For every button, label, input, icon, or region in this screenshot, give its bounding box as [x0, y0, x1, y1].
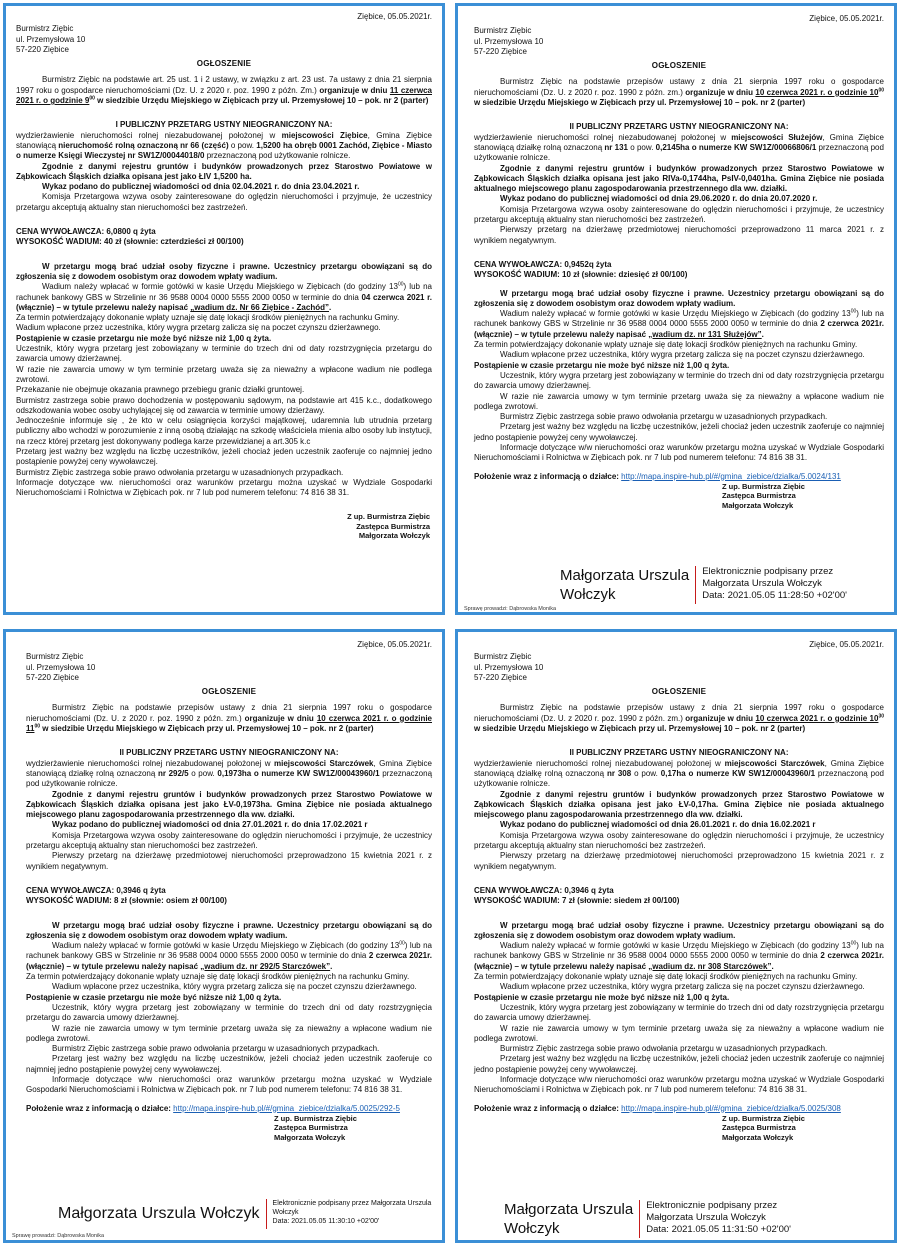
starting-price: CENA WYWOŁAWCZA: 0,3946 q żyta [26, 885, 166, 895]
sender-address [474, 26, 884, 57]
starting-price: CENA WYWOŁAWCZA: 0,9452q żyta [474, 259, 612, 269]
terms-line: Informacje dotyczące w/w nieruchomości oraz warunków przetargu można uzyskać w Wydziale Gospodarki Nieruchomościami i Rolnictwa w Ziębicach pok. nr 7 lub pod numerem telefonu: 74 816 38 31. [474, 442, 884, 463]
esign-name: Małgorzata Urszula Wołczyk [504, 1201, 634, 1237]
intro-paragraph: Burmistrz Ziębic na podstawie przepisów ustawy z dnia 21 sierpnia 1997 roku o gospodarce nieruchomościami (Dz. U. z 2020 r. poz. 1990 z późn. zm.) organizuje w dniu 10 czerwca 2021 r. o godzinie $11^{00}$ w siedzibie Urzędu Miejskiego w Ziębicach przy ul. Przemysłowej 10 – pok. nr 2 (parter) [26, 703, 432, 734]
document-date: Ziębice, 05.05.2021r. [809, 640, 884, 649]
address-line: ul. Przemysłowa 10 [16, 34, 86, 44]
signature-line: Małgorzata Wołczyk [722, 1132, 794, 1142]
esign-name: Małgorzata Urszula Wołczyk [58, 1205, 260, 1222]
signature-line: Z up. Burmistrza Ziębic [274, 1113, 357, 1123]
terms-line: Burmistrz Ziębic zastrzega sobie prawo odwołania przetargu w uzasadnionych przypadkach. [500, 1044, 828, 1054]
terms-line: Przetarg jest ważny bez względu na liczbę uczestników, jeżeli chociaż jeden uczestnik zaoferuje co najmniej jedno postąpienie powyżej ceny wywoławczej. [474, 1054, 884, 1074]
commission-paragraph: Komisja Przetargowa wzywa osoby zainteresowane do oględzin nieruchomości i przyjmuje, że uczestnicy przetargu akceptują aktualny stan nieruchomości bez zastrzeżeń. [16, 192, 432, 212]
starting-price: CENA WYWOŁAWCZA: 0,3946 q żyta [474, 885, 614, 895]
signature-block [16, 512, 432, 541]
terms-line: Za termin potwierdzający dokonanie wpłaty uznaje się datę lokacji środków pieniężnych na rachunku Gminy. [16, 313, 400, 323]
registry-paragraph: Zgodnie z danymi rejestru gruntów i budynków prowadzonych przez Starostwo Powiatowe w Ząbkowicach Śląskich działka opisana jest jako ŁV-0,1973ha. Gmina Ziębice nie posiada aktualnego miejscowego planu zagospodarowania przestrzennego dla ww. działki. [26, 789, 432, 820]
esign-divider [266, 1199, 267, 1229]
esign-divider [695, 566, 696, 604]
participants-paragraph: W przetargu mogą brać udział osoby fizyczne i prawne. Uczestnicy przetargu obowiązani są do zgłoszenia się z dowodem osobistym oraz dowodem wpłaty wadium. [474, 288, 884, 308]
section-title: II PUBLICZNY PRZETARG USTNY NIEOGRANICZONY NA: [119, 748, 339, 758]
document-date: Ziębice, 05.05.2021r. [357, 12, 432, 21]
prepared-by: Sprawę prowadzi: Dąbrowska Monika [464, 606, 557, 612]
terms-line: Za termin potwierdzający dokonanie wpłaty uznaje się datę lokacji środków pieniężnych na rachunku Gminy. [474, 972, 858, 982]
terms-line: Burmistrz Ziębic zastrzega sobie prawo odwołania przetargu w uzasadnionych przypadkach. [16, 467, 344, 477]
starting-price: CENA WYWOŁAWCZA: 6,0800 q żyta [16, 227, 156, 237]
first-auction-paragraph: Pierwszy przetarg na dzierżawę przedmiotowej nieruchomości przeprowadzono 15 kwietnia 2021 r. z wynikiem negatywnym. [474, 851, 884, 871]
document-date: Ziębice, 05.05.2021r. [809, 14, 884, 23]
terms-line: Wadium wpłacone przez uczestnika, który wygra przetarg zalicza się na poczet czynszu dzierżawnego. [500, 350, 865, 360]
terms-line: Wadium wpłacone przez uczestnika, który wygra przetarg zalicza się na poczet czynszu dzierżawnego. [16, 323, 381, 333]
signature-line: Z up. Burmistrza Ziębic [347, 512, 430, 522]
signature-line: Małgorzata Wołczyk [358, 531, 430, 541]
announcement-panel-1 [3, 3, 445, 615]
payment-paragraph: Wadium należy wpłacać w formie gotówki w kasie Urzędu Miejskiego w Ziębicach (do godziny $13^{00}$) lub na rachunek bankowy GBS w Strzelinie nr 36 9588 0004 0000 5555 2000 0050 w terminie do dnia 2 czerwca 2021r. (włącznie) – w tytule przelewu należy napisać „wadium dz. nr 131 Służejów”. [474, 308, 885, 339]
address-line: ul. Przemysłowa 10 [474, 662, 544, 672]
property-description: wydzierżawienie nieruchomości rolnej niezabudowanej położonej w miejscowości Ziębice, Gmina Ziębice stanowiącą nieruchomość rolną oznaczoną nr 66 (część) o pow. 1,5200 ha obręb 0001 Zachód, Ziębice - Miasto o numerze Księgi Wieczystej nr SW1Z/00044018/0 przeznaczoną pod użytkowanie rolnicze. [16, 130, 433, 161]
esign-details: Elektronicznie podpisany przez Małgorzata Urszula Wołczyk Data: 2021.05.05 11:28:50 +02'00' [702, 566, 847, 601]
min-step-line: Postąpienie w czasie przetargu nie może być niższe niż 1,00 q żyta. [474, 992, 730, 1002]
terms-line: W razie nie zawarcia umowy w tym terminie przetarg uważa się za nieważny a wpłacone wadium nie podlega zwrotowi. [26, 1023, 432, 1043]
address-line: 57-220 Ziębice [474, 672, 527, 682]
address-line: ul. Przemysłowa 10 [26, 662, 96, 672]
document-heading: OGŁOSZENIE [651, 61, 707, 71]
signature-line: Zastępca Burmistrza [356, 521, 430, 531]
intro-paragraph: Burmistrz Ziębic na podstawie przepisów ustawy z dnia 21 sierpnia 1997 roku o gospodarce nieruchomościami (Dz. U. z 2020 r. poz. 1990 z późn. zm.) organizuje w dniu 10 czerwca 2021 r. o godzinie $10^{30}$ w siedzibie Urzędu Miejskiego w Ziębicach przy ul. Przemysłowej 10 – pok. nr 2 (parter) [474, 703, 884, 734]
sender-address [474, 652, 884, 683]
terms-line: Jednocześnie informuje się , że kto w celu osiągnięcia korzyści majątkowej, udaremnia lub utrudnia przetarg publiczny albo wchodzi w porozumienie z inną osobą działając na szkodę właściciela mienia albo osoby lub instytucji, na rzecz której przetarg jest dokonywany podlega karze przewidzianej a art.305 k.c [16, 416, 432, 446]
address-line: Burmistrz Ziębic [474, 26, 532, 36]
terms-line: Za termin potwierdzający dokonanie wpłaty uznaje się datę lokacji środków pieniężnych na rachunku Gminy. [26, 972, 410, 982]
electronic-signature [560, 566, 847, 604]
published-paragraph: Wykaz podano do publicznej wiadomości od dnia 29.06.2020 r. do dnia 20.07.2020 r. [500, 194, 818, 204]
min-step-line: Postąpienie w czasie przetargu nie może być niższe niż 1,00 q żyta. [474, 360, 730, 370]
section-title: I PUBLICZNY PRZETARG USTNY NIEOGRANICZONY NA: [115, 120, 333, 130]
location-info: Położenie wraz z informacją o działce: http://mapa.inspire-hub.pl/#/gmina_ziebice/dzialka/5.0025/308 [474, 1103, 841, 1113]
address-line: 57-220 Ziębice [26, 672, 79, 682]
address-line: 57-220 Ziębice [16, 44, 69, 54]
commission-paragraph: Komisja Przetargowa wzywa osoby zainteresowane do oględzin nieruchomości i przyjmuje, że uczestnicy przetargu akceptują aktualny stan nieruchomości bez zastrzeżeń. [474, 204, 884, 225]
terms-line: Przetarg jest ważny bez względu na liczbę uczestników, jeżeli chociaż jeden uczestnik zaoferuje co najmniej jedno postąpienie powyżej ceny wywoławczej. [16, 446, 432, 467]
payment-paragraph: Wadium należy wpłacać w formie gotówki w kasie Urzędu Miejskiego w Ziębicach (do godziny $13^{00}$) lub na rachunek bankowy GBS w Strzelinie nr 36 9588 0004 0000 5555 2000 0050 w terminie do dnia 2 czerwca 2021r. (włącznie) – w tytule przelewu należy napisać „wadium dz. nr 292/5 Starczówek”. [26, 940, 432, 971]
signature-block [274, 1114, 432, 1143]
address-line: 57-220 Ziębice [474, 46, 527, 56]
terms-line: W razie nie zawarcia umowy w tym terminie przetarg uważa się za nieważny a wpłacone wadium nie podlega zwrotowi. [474, 391, 884, 411]
location-info: Położenie wraz z informacją o działce: http://mapa.inspire-hub.pl/#/gmina_ziebice/dzialka/5.0025/292-5 [26, 1103, 400, 1113]
participants-paragraph: W przetargu mogą brać udział osoby fizyczne i prawne. Uczestnicy przetargu obowiązani są do zgłoszenia się z dowodem osobistym oraz dowodem wpłaty wadium. [16, 261, 432, 281]
signature-line: Zastępca Burmistrza [722, 491, 796, 501]
property-description: wydzierżawienie nieruchomości rolnej niezabudowanej położonej w miejscowości Starczówek, Gmina Ziębice stanowiącą działkę rolną oznaczoną nr 292/5 o pow. 0,1973ha o numerze KW SW1Z/00043960/1 przeznaczoną pod użytkowanie rolnicze. [26, 758, 433, 789]
deposit-amount: WYSOKOŚĆ WADIUM: 40 zł (słownie: czterdzieści zł 00/100) [16, 237, 244, 247]
terms-line: W razie nie zawarcia umowy w tym terminie przetarg uważa się za nieważny a wpłacone wadium nie podlega zwrotowi. [474, 1023, 884, 1043]
terms-line: Przetarg jest ważny bez względu na liczbę uczestników, jeżeli chociaż jeden uczestnik zaoferuje co najmniej jedno postąpienie powyżej ceny wywoławczej. [26, 1054, 432, 1074]
payment-paragraph: Wadium należy wpłacać w formie gotówki w kasie Urzędu Miejskiego w Ziębicach (do godziny $13^{00}$) lub na rachunek bankowy GBS w Strzelinie nr 36 9588 0004 0000 5555 2000 0050 w terminie do dnia 2 czerwca 2021r. (włącznie) – w tytule przelewu należy napisać „wadium dz. nr 308 Starczówek”. [474, 940, 885, 971]
address-line: Burmistrz Ziębic [474, 652, 532, 662]
document-heading: OGŁOSZENIE [201, 687, 257, 697]
esign-divider [639, 1200, 640, 1238]
commission-paragraph: Komisja Przetargowa wzywa osoby zainteresowane do oględzin nieruchomości i przyjmuje, że uczestnicy przetargu akceptują aktualny stan nieruchomości bez zastrzeżeń. [474, 830, 884, 851]
property-description: wydzierżawienie nieruchomości rolnej niezabudowanej położonej w miejscowości Starczówek, Gmina Ziębice stanowiącą działkę rolną oznaczoną nr 308 o pow. 0,17ha o numerze KW SW1Z/00043960/1 przeznaczoną pod użytkowanie rolnicze. [474, 758, 884, 789]
signature-line: Z up. Burmistrza Ziębic [722, 1113, 805, 1123]
address-line: Burmistrz Ziębic [26, 652, 84, 662]
esign-details: Elektronicznie podpisany przez Małgorzata Urszula Wołczyk Data: 2021.05.05 11:31:50 +02'00' [646, 1200, 791, 1235]
terms-line: Przetarg jest ważny bez względu na liczbę uczestników, jeżeli chociaż jeden uczestnik zaoferuje co najmniej jedno postąpienie powyżej ceny wywoławczej. [474, 422, 884, 442]
announcement-panel-3 [3, 629, 445, 1243]
terms-line: Informacje dotyczące ww. nieruchomości oraz warunków przetargu można uzyskać w Wydziale Gospodarki Nieruchomościami i Rolnictwa w Ziębicach pok. nr 7 lub pod numerem telefonu: 74 816 38 31. [16, 477, 432, 498]
first-auction-paragraph: Pierwszy przetarg na dzierżawę przedmiotowej nieruchomości przeprowadzono 11 marca 2021 r. z wynikiem negatywnym. [474, 225, 884, 245]
sender-address [16, 24, 432, 55]
terms-line: Wadium wpłacone przez uczestnika, który wygra przetarg zalicza się na poczet czynszu dzierżawnego. [500, 982, 865, 992]
address-line: ul. Przemysłowa 10 [474, 36, 544, 46]
signature-line: Małgorzata Wołczyk [722, 500, 794, 510]
map-link[interactable]: http://mapa.inspire-hub.pl/#/gmina_ziebice/dzialka/5.0024/131 [621, 471, 841, 481]
min-step-line: Postąpienie w czasie przetargu nie może być niższe niż 1,00 q żyta. [16, 333, 272, 343]
signature-line: Zastępca Burmistrza [722, 1123, 796, 1133]
map-link[interactable]: http://mapa.inspire-hub.pl/#/gmina_ziebice/dzialka/5.0025/308 [621, 1103, 841, 1113]
published-paragraph: Wykaz podano do publicznej wiadomości od dnia 26.01.2021 r. do dnia 16.02.2021 r [500, 820, 816, 830]
terms-line: Burmistrz zastrzega sobie prawo dochodzenia w postępowaniu sądowym, na podstawie art 415 k.c., dodatkowego odszkodowania wobec osoby uchylającej się od zawarcia w terminie umowy dzierżawy. [16, 395, 432, 415]
registry-paragraph: Zgodnie z danymi rejestru gruntów i budynków prowadzonych przez Starostwo Powiatowe w Ząbkowicach Śląskich działka opisana jest jako ŁIV 1,5200 ha. [16, 161, 432, 181]
address-line: Burmistrz Ziębic [16, 24, 74, 34]
signature-line: Z up. Burmistrza Ziębic [722, 481, 805, 491]
terms-line: Uczestnik, który wygra przetarg jest zobowiązany w terminie do trzech dni od daty rozstrzygnięcia przetargu do zawarcia umowy dzierżawnej. [474, 1002, 884, 1023]
terms-line: Uczestnik, który wygra przetarg jest zobowiązany w terminie do trzech dni od daty rozstrzygnięcia przetargu do zawarcia umowy dzierżawnej. [474, 370, 884, 391]
participants-paragraph: W przetargu mogą brać udział osoby fizyczne i prawne. Uczestnicy przetargu obowiązani są do zgłoszenia się z dowodem osobistym oraz dowodem wpłaty wadium. [474, 920, 884, 940]
signature-line: Małgorzata Wołczyk [274, 1132, 346, 1142]
section-title: II PUBLICZNY PRZETARG USTNY NIEOGRANICZONY NA: [569, 748, 789, 758]
published-paragraph: Wykaz podano do publicznej wiadomości od dnia 27.01.2021 r. do dnia 17.02.2021 r [52, 820, 368, 830]
announcement-panel-4 [455, 629, 897, 1243]
registry-paragraph: Zgodnie z danymi rejestru gruntów i budynków prowadzonych przez Starostwo Powiatowe w Ząbkowicach Śląskich działka opisana jest jako RIVa-0,1744ha, PsIV-0,0401ha. Gmina Ziębice nie posiada aktualnego miejscowego planu zagospodarowania przestrzennego dla ww. działki. [474, 163, 884, 194]
intro-paragraph: Burmistrz Ziębic na podstawie art. 25 ust. 1 i 2 ustawy, w związku z art. 23 ust. 7a ustawy z dnia 21 sierpnia 1997 roku o gospodarce nieruchomościami (Dz. U. z 2020 r. poz. 1990 z późn. Zm.) organizuje w dniu 11 czerwca 2021 r. o godzinie $9^{00}$ w siedzibie Urzędu Miejskiego w Ziębicach przy ul. Przemysłowej 10 – pok. nr 2 (parter) [16, 75, 432, 106]
intro-paragraph: Burmistrz Ziębic na podstawie przepisów ustawy z dnia 21 sierpnia 1997 roku o gospodarce nieruchomościami (Dz. U. z 2020 r. poz. 1990 z późn. zm.) organizuje w dniu 10 czerwca 2021 r. o godzinie $10^{00}$ w siedzibie Urzędu Miejskiego w Ziębicach przy ul. Przemysłowej 10 – pok. nr 2 (parter) [474, 77, 884, 108]
esign-name: Małgorzata Urszula Wołczyk [560, 567, 690, 603]
property-description: wydzierżawienie nieruchomości rolnej niezabudowanej położonej w miejscowości Służejów, Gmina Ziębice stanowiącą działkę rolną oznaczoną nr 131 o pow. 0,2145ha o numerze KW SW1Z/00066806/1 przeznaczoną pod użytkowanie rolnicze. [474, 132, 884, 163]
prepared-by: Sprawę prowadzi: Dąbrowska Monika [12, 1233, 105, 1239]
signature-block [722, 1114, 884, 1143]
terms-line: Wadium wpłacone przez uczestnika, który wygra przetarg zalicza się na poczet czynszu dzierżawnego. [52, 982, 417, 992]
map-link[interactable]: http://mapa.inspire-hub.pl/#/gmina_ziebice/dzialka/5.0025/292-5 [173, 1103, 400, 1113]
min-step-line: Postąpienie w czasie przetargu nie może być niższe niż 1,00 q żyta. [26, 992, 282, 1002]
first-auction-paragraph: Pierwszy przetarg na dzierżawę przedmiotowej nieruchomości przeprowadzono 15 kwietnia 2021 r. z wynikiem negatywnym. [26, 851, 432, 871]
document-heading: OGŁOSZENIE [196, 59, 252, 69]
terms-line: Za termin potwierdzający dokonanie wpłaty uznaje się datę lokacji środków pieniężnych na rachunku Gminy. [474, 340, 858, 350]
commission-paragraph: Komisja Przetargowa wzywa osoby zainteresowane do oględzin nieruchomości i przyjmuje, że uczestnicy przetargu akceptują aktualny stan nieruchomości bez zastrzeżeń. [26, 830, 432, 851]
announcement-panel-2 [455, 3, 897, 615]
electronic-signature [58, 1199, 431, 1229]
sender-address [26, 652, 432, 683]
participants-paragraph: W przetargu mogą brać udział osoby fizyczne i prawne. Uczestnicy przetargu obowiązani są do zgłoszenia się z dowodem osobistym oraz dowodem wpłaty wadium. [26, 920, 432, 940]
signature-line: Zastępca Burmistrza [274, 1123, 348, 1133]
terms-line: Burmistrz Ziębic zastrzega sobie prawo odwołania przetargu w uzasadnionych przypadkach. [500, 412, 828, 422]
payment-paragraph: Wadium należy wpłacać w formie gotówki w kasie Urzędu Miejskiego w Ziębicach (do godziny $13^{00}$) lub na rachunek bankowy GBS w Strzelinie nr 36 9588 0004 0000 5555 2000 0050 w terminie do dnia 04 czerwca 2021 r. (włącznie) – w tytule przelewu należy napisać „wadium dz. Nr 66 Ziębice - Zachód”. [16, 281, 432, 312]
document-date: Ziębice, 05.05.2021r. [357, 640, 432, 649]
published-paragraph: Wykaz podano do publicznej wiadomości od dnia 02.04.2021 r. do dnia 23.04.2021 r. [42, 182, 360, 192]
electronic-signature [504, 1200, 791, 1238]
terms-line: W razie nie zawarcia umowy w tym terminie przetarg uważa się za nieważny a wpłacone wadium nie podlega zwrotowi. [16, 364, 432, 384]
esign-details: Elektronicznie podpisany przez Małgorzata Urszula Wołczyk Data: 2021.05.05 11:30:10 +02'00' [272, 1200, 432, 1225]
terms-line: Uczestnik, który wygra przetarg jest zobowiązany w terminie do trzech dni od daty rozstrzygnięcia przetargu do zawarcia umowy dzierżawnej. [16, 344, 432, 364]
terms-line: Informacje dotyczące w/w nieruchomości oraz warunków przetargu można uzyskać w Wydziale Gospodarki Nieruchomościami i Rolnictwa w Ziębicach pok. nr 7 lub pod numerem telefonu: 74 816 38 31. [474, 1074, 884, 1095]
signature-block [722, 482, 884, 511]
registry-paragraph: Zgodnie z danymi rejestru gruntów i budynków prowadzonych przez Starostwo Powiatowe w Ząbkowicach Śląskich działka opisana jest jako ŁV-0,17ha. Gmina Ziębice nie posiada aktualnego miejscowego planu zagospodarowania przestrzennego dla ww. działki. [474, 789, 884, 820]
terms-line: Przekazanie nie obejmuje okazania prawnego przebiegu granic działki gruntowej. [16, 385, 305, 395]
terms-line: Informacje dotyczące w/w nieruchomości oraz warunków przetargu można uzyskać w Wydziale Gospodarki Nieruchomościami i Rolnictwa w Ziębicach pok. nr 7 lub pod numerem telefonu: 74 816 38 31. [26, 1074, 432, 1095]
section-title: II PUBLICZNY PRZETARG USTNY NIEOGRANICZONY NA: [569, 122, 789, 132]
deposit-amount: WYSOKOŚĆ WADIUM: 10 zł (słownie: dziesięć zł 00/100) [474, 270, 688, 280]
deposit-amount: WYSOKOŚĆ WADIUM: 8 zł (słownie: osiem zł 00/100) [26, 896, 227, 906]
deposit-amount: WYSOKOŚĆ WADIUM: 7 zł (słownie: siedem zł 00/100) [474, 896, 680, 906]
terms-line: Burmistrz Ziębic zastrzega sobie prawo odwołania przetargu w uzasadnionych przypadkach. [52, 1044, 380, 1054]
document-heading: OGŁOSZENIE [651, 687, 707, 697]
location-info: Położenie wraz z informacją o działce: http://mapa.inspire-hub.pl/#/gmina_ziebice/dzialka/5.0024/131 [474, 471, 841, 481]
terms-line: Uczestnik, który wygra przetarg jest zobowiązany w terminie do trzech dni od daty rozstrzygnięcia przetargu do zawarcia umowy dzierżawnej. [26, 1002, 432, 1023]
